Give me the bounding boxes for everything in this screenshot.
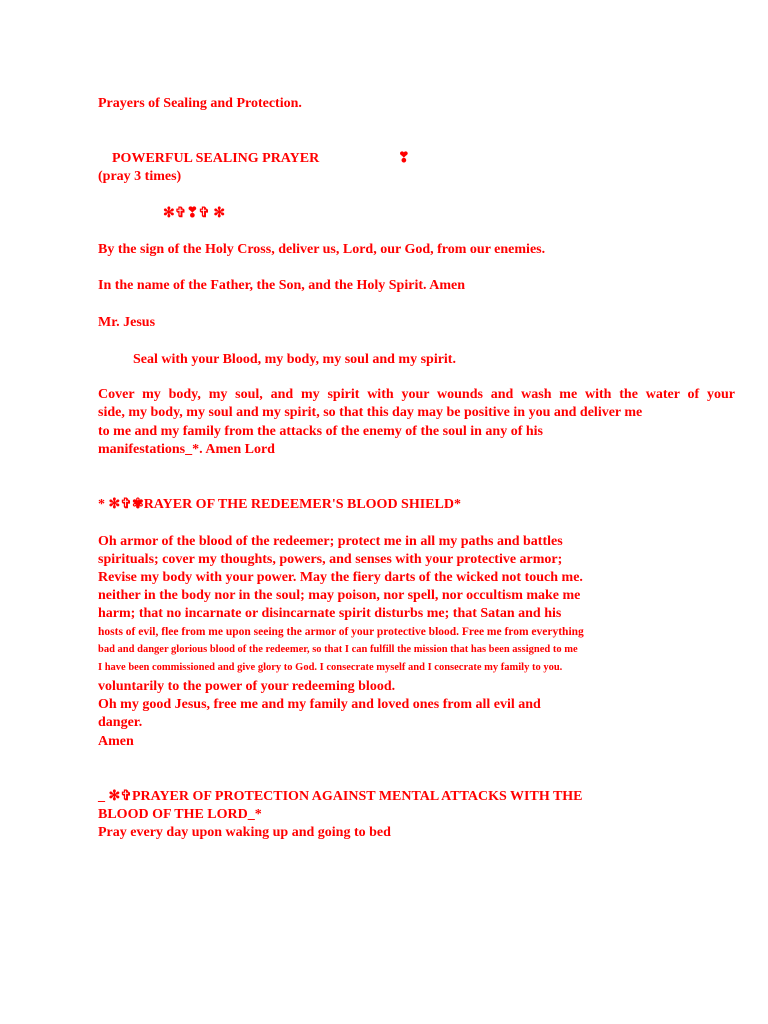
sealing-line: to me and my family from the attacks of the enemy of the soul in any of his — [98, 424, 543, 439]
heart-exclamation-icon: ❣ — [398, 151, 410, 166]
shield-line: Oh my good Jesus, free me and my family and loved ones from all evil and — [98, 697, 541, 712]
shield-line: danger. — [98, 715, 143, 730]
shield-line: Amen — [98, 734, 134, 749]
shield-line: harm; that no incarnate or disincarnate spirit disturbs me; that Satan and his — [98, 606, 562, 621]
shield-line: spirituals; cover my thoughts, powers, and senses with your protective armor; — [98, 552, 563, 567]
cross-symbols: ✻✞❣✞ ✻ — [163, 206, 226, 221]
shield-line: hosts of evil, flee from me upon seeing the armor of your protective blood. Free me from everything — [98, 626, 584, 638]
sealing-line: Seal with your Blood, my body, my soul and my spirit. — [133, 352, 456, 367]
shield-line: bad and danger glorious blood of the redeemer, so that I can fulfill the mission that has been assigned to me — [98, 644, 578, 655]
sealing-line: manifestations_*. Amen Lord — [98, 442, 275, 457]
shield-line: voluntarily to the power of your redeeming blood. — [98, 679, 396, 694]
sealing-line: side, my body, my soul and my spirit, so that this day may be positive in you and deliver me — [98, 405, 643, 420]
shield-line: neither in the body nor in the soul; may poison, nor spell, nor occultism make me — [98, 588, 581, 603]
document-title: Prayers of Sealing and Protection. — [98, 96, 302, 111]
mental-prayer-heading: _ ✻✞PRAYER OF PROTECTION AGAINST MENTAL ATTACKS WITH THE — [98, 789, 583, 804]
sealing-prayer-instruction: (pray 3 times) — [98, 169, 182, 184]
sealing-prayer-heading: POWERFUL SEALING PRAYER — [112, 151, 320, 166]
shield-prayer-heading: * ✻✞✾RAYER OF THE REDEEMER'S BLOOD SHIELD* — [98, 497, 461, 512]
sealing-line: Mr. Jesus — [98, 315, 156, 330]
sealing-line: Cover my body, my soul, and my spirit with your wounds and wash me with the water of your — [98, 387, 735, 402]
mental-prayer-instruction: Pray every day upon waking up and going to bed — [98, 825, 391, 840]
shield-line: Oh armor of the blood of the redeemer; protect me in all my paths and battles — [98, 534, 563, 549]
shield-line: I have been commissioned and give glory to God. I consecrate myself and I consecrate my family to you. — [98, 662, 563, 673]
sealing-line: In the name of the Father, the Son, and the Holy Spirit. Amen — [98, 278, 466, 293]
mental-prayer-heading-cont: BLOOD OF THE LORD_* — [98, 807, 262, 822]
shield-line: Revise my body with your power. May the fiery darts of the wicked not touch me. — [98, 570, 583, 585]
sealing-line: By the sign of the Holy Cross, deliver us, Lord, our God, from our enemies. — [98, 242, 546, 257]
